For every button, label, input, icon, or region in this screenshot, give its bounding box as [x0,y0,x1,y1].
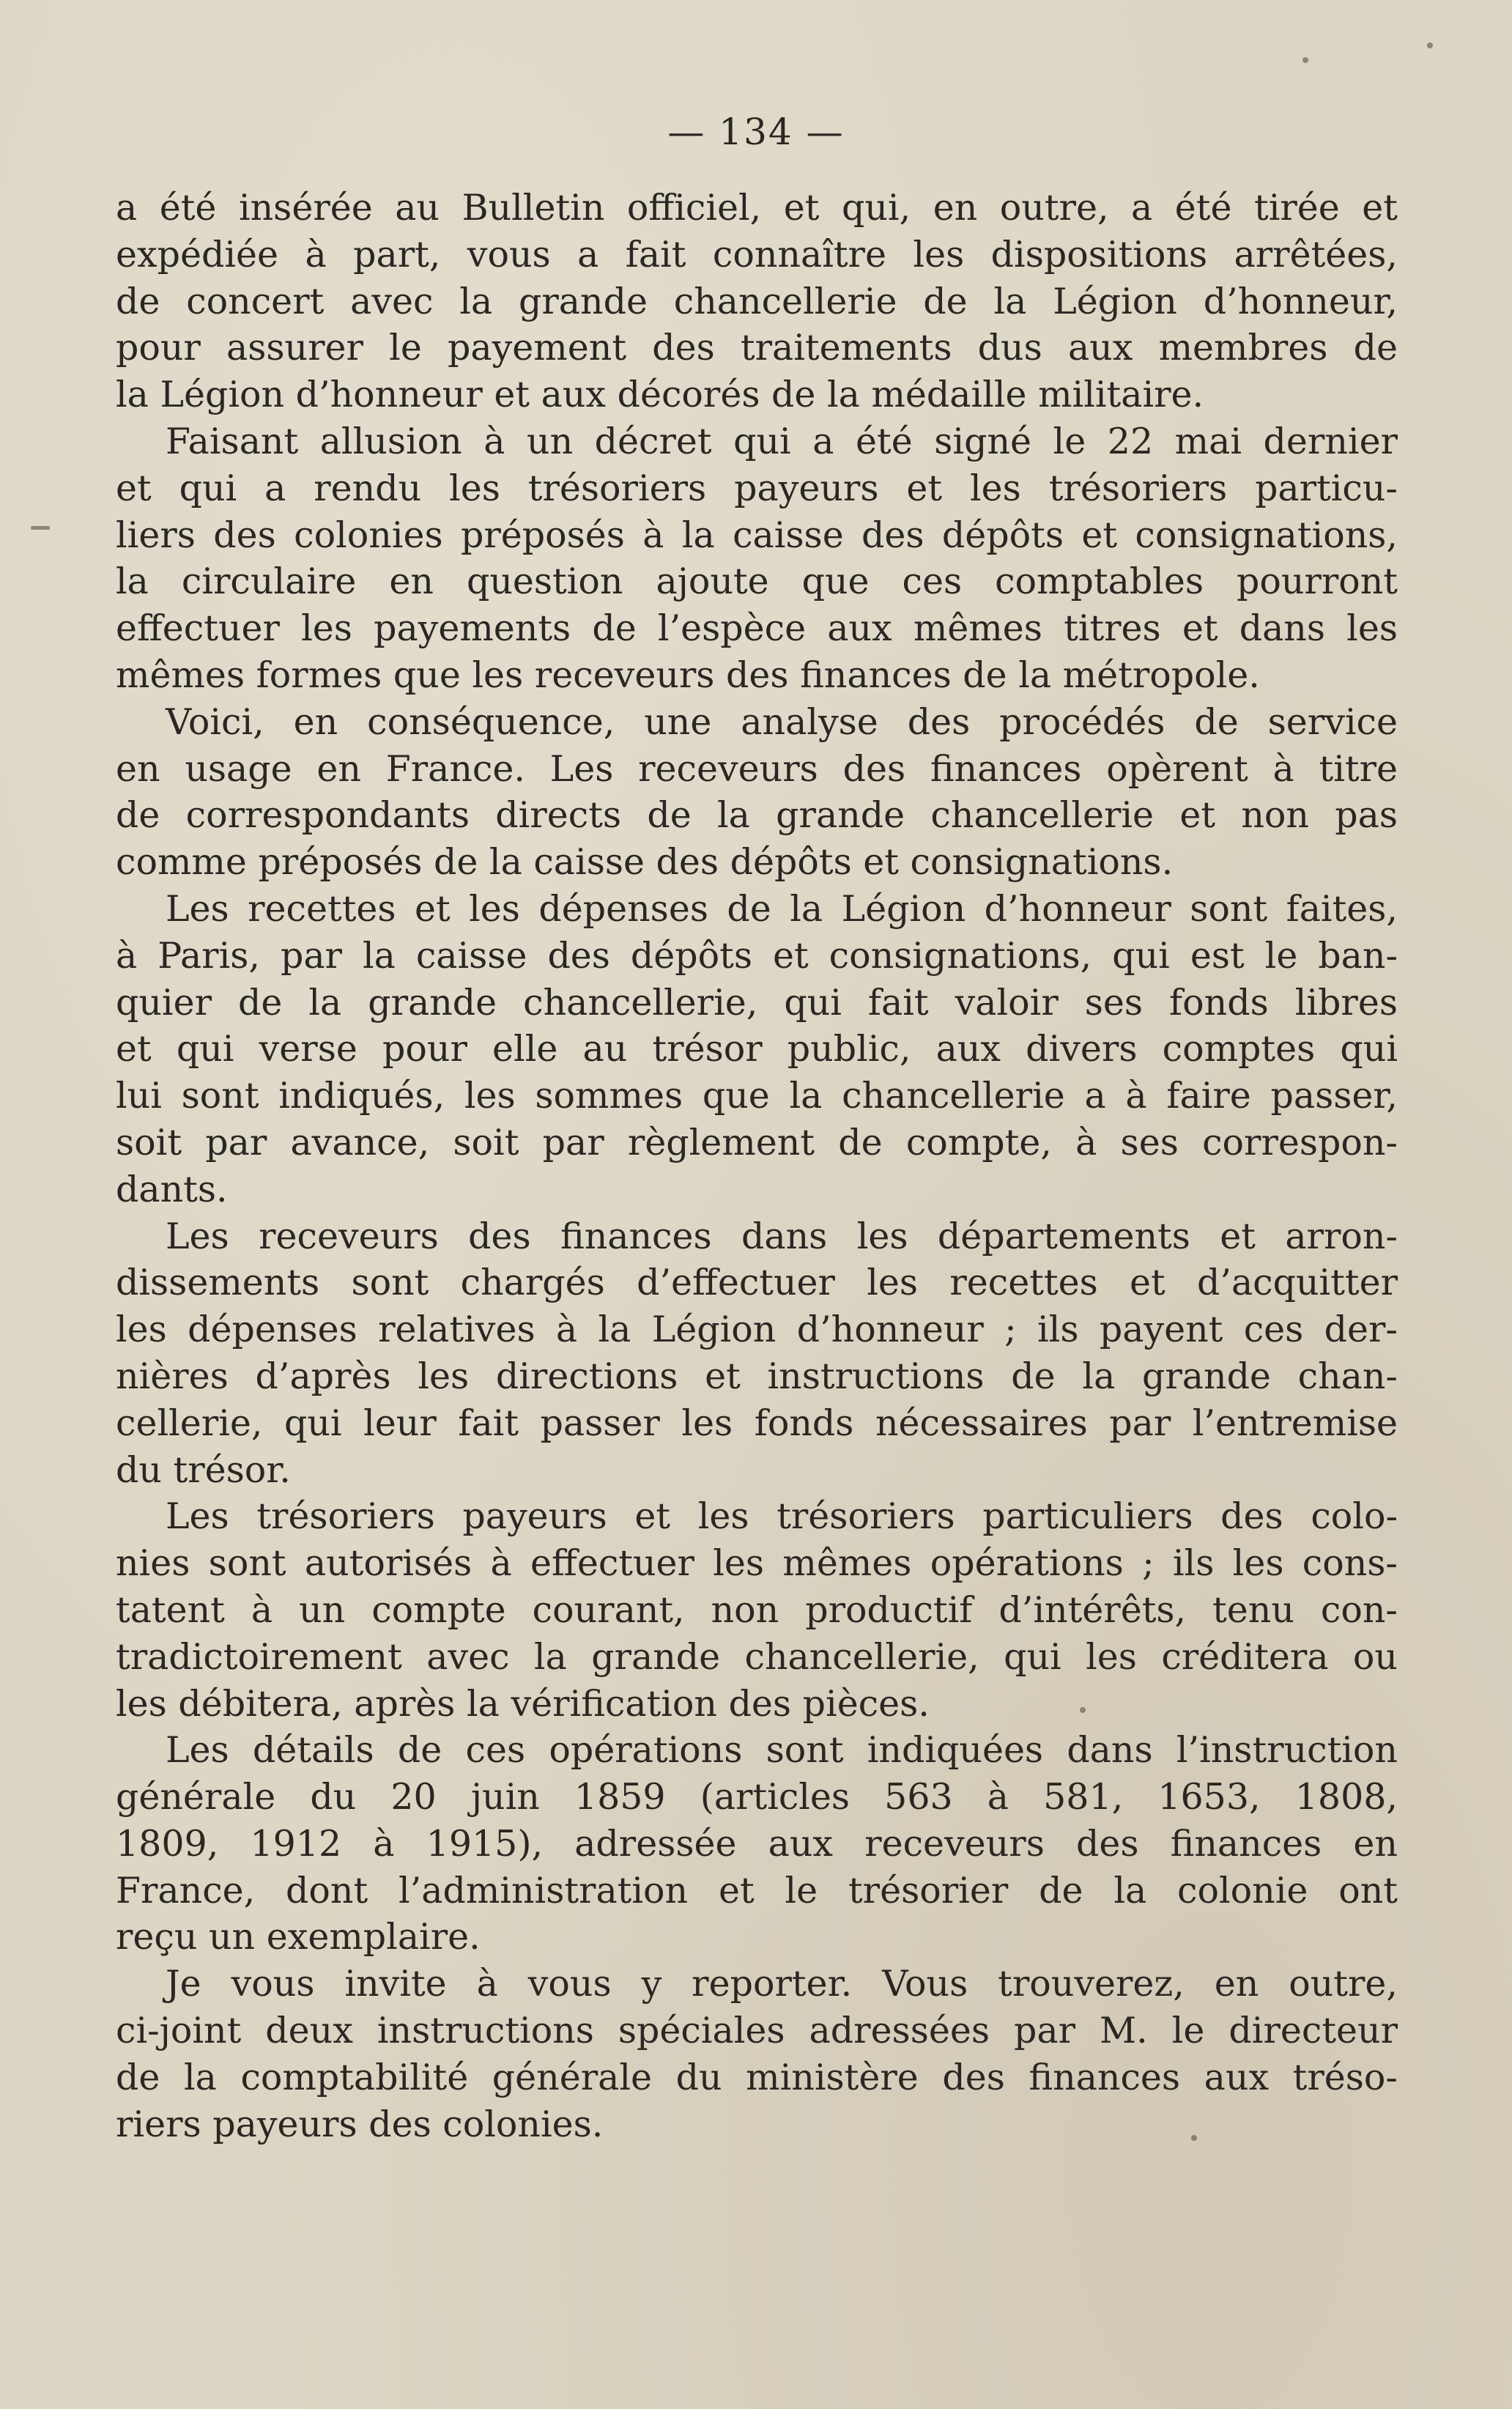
text-line: à Paris, par la caisse des dépôts et consignations, qui est le ban- [116,934,1398,977]
text-line: du trésor. [116,1448,291,1491]
text-line: lui sont indiqués, les sommes que la chancellerie a à faire passer, [116,1075,1398,1117]
text-line: a été insérée au Bulletin officiel, et qui, en outre, a été tirée et [116,187,1398,229]
text-line: Les recettes et les dépenses de la Légion d’honneur sont faites, [166,887,1398,930]
text-line: dants. [116,1168,228,1210]
body-text [116,185,1398,2147]
text-line: 1809, 1912 à 1915), adressée aux receveurs des finances en [116,1822,1398,1865]
text-line: les débitera, après la vérification des pièces. [116,1682,930,1725]
text-line: quier de la grande chancellerie, qui fait valoir ses fonds libres [116,981,1398,1024]
text-line: Je vous invite à vous y reporter. Vous trouverez, en outre, [166,1963,1398,2005]
text-line: expédiée à part, vous a fait connaître les dispositions arrêtées, [116,233,1398,275]
text-line: Les trésoriers payeurs et les trésoriers particuliers des colo- [166,1495,1398,1538]
text-line: la circulaire en question ajoute que ces comptables pourront [116,560,1398,603]
text-line: ci-joint deux instructions spéciales adressées par M. le directeur [116,2010,1398,2052]
text-line: la Légion d’honneur et aux décorés de la médaille militaire. [116,374,1204,416]
text-line: cellerie, qui leur fait passer les fonds nécessaires par l’entremise [116,1402,1398,1444]
text-line: tradictoirement avec la grande chancellerie, qui les créditera ou [116,1635,1398,1678]
ink-speck [31,526,50,530]
text-line: de concert avec la grande chancellerie de la Légion d’honneur, [116,280,1398,322]
text-line: tatent à un compte courant, non productif d’intérêts, tenu con- [116,1588,1398,1631]
ink-speck [1427,42,1433,48]
text-line: Faisant allusion à un décret qui a été signé le 22 mai dernier [166,420,1398,462]
text-line: liers des colonies préposés à la caisse des dépôts et consignations, [116,514,1398,556]
text-line: de correspondants directs de la grande chancellerie et non pas [116,794,1398,837]
page-number: — 134 — [667,111,845,153]
text-line: Les receveurs des finances dans les départements et arron- [166,1215,1398,1257]
text-line: et qui a rendu les trésoriers payeurs et les trésoriers particu- [116,467,1398,509]
text-line: France, dont l’administration et le trésorier de la colonie ont [116,1869,1398,1912]
text-line: Voici, en conséquence, une analyse des procédés de service [166,700,1398,743]
text-line: comme préposés de la caisse des dépôts et consignations. [116,841,1174,884]
ink-speck [1302,57,1308,63]
ink-speck [1080,1707,1086,1713]
text-line: mêmes formes que les receveurs des finances de la métropole. [116,654,1260,696]
text-line: dissements sont chargés d’effectuer les recettes et d’acquitter [116,1262,1398,1304]
text-line: soit par avance, soit par règlement de compte, à ses correspon- [116,1121,1398,1163]
text-line: générale du 20 juin 1859 (articles 563 à 581, 1653, 1808, [116,1776,1398,1818]
text-line: riers payeurs des colonies. [116,2103,604,2145]
text-line: effectuer les payements de l’espèce aux mêmes titres et dans les [116,607,1398,650]
text-line: reçu un exemplaire. [116,1916,481,1958]
text-line: nies sont autorisés à effectuer les mêmes opérations ; ils les cons- [116,1542,1398,1585]
text-line: les dépenses relatives à la Légion d’honneur ; ils payent ces der- [116,1309,1398,1351]
ink-speck [1191,2135,1197,2141]
text-line: en usage en France. Les receveurs des finances opèrent à titre [116,747,1398,790]
text-line: pour assurer le payement des traitements dus aux membres de [116,327,1398,369]
text-line: et qui verse pour elle au trésor public, aux divers comptes qui [116,1028,1398,1070]
text-line: de la comptabilité générale du ministère des finances aux tréso- [116,2056,1398,2098]
text-line: nières d’après les directions et instructions de la grande chan- [116,1355,1398,1397]
text-line: Les détails de ces opérations sont indiquées dans l’instruction [166,1729,1398,1772]
